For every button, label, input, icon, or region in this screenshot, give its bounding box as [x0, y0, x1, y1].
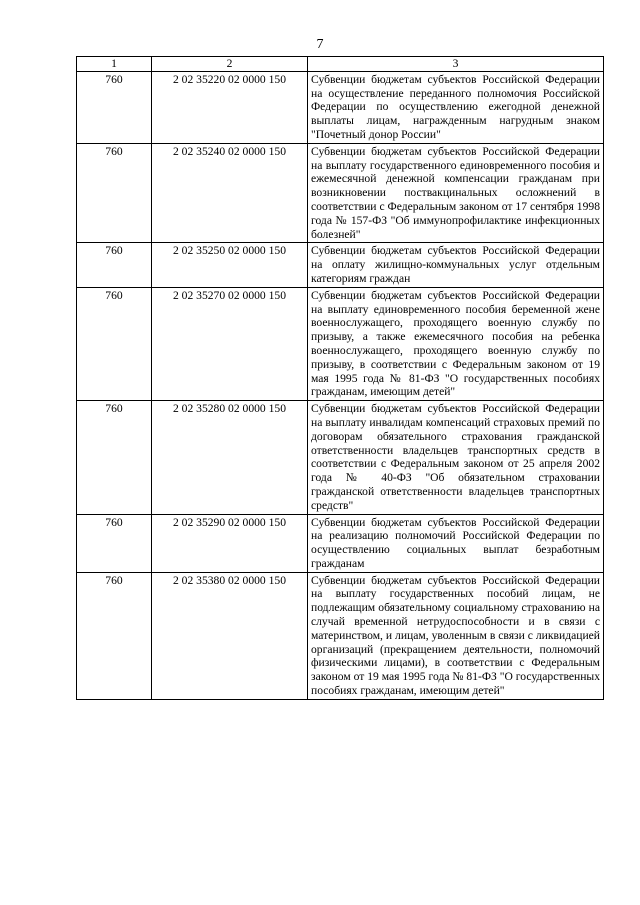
table-header	[77, 57, 604, 72]
table-row	[77, 71, 604, 143]
description-cell: Субвенции бюджетам субъектов Российской Федерации на оплату жилищно-коммунальных услуг отдельным категориям граждан	[308, 243, 604, 287]
budget-code-cell: 2 02 35290 02 0000 150	[152, 514, 308, 572]
table-body	[77, 71, 604, 699]
description-cell: Субвенции бюджетам субъектов Российской Федерации на осуществление переданного полномочия Российской Федерации по осуществлению ежегодной денежной выплаты лицам, награжденным нагрудным знаком "Почетный донор России"	[308, 71, 604, 143]
table-row	[77, 514, 604, 572]
description-cell: Субвенции бюджетам субъектов Российской Федерации на реализацию полномочий Российской Федерации по осуществлению социальных выплат безработным гражданам	[308, 514, 604, 572]
description-cell: Субвенции бюджетам субъектов Российской Федерации на выплату единовременного пособия беременной жене военнослужащего, проходящего военную службу по призыву, а также ежемесячного пособия на ребенка военнослужащего, проходящего военную службу по призыву, в соответствии с Федеральным законом от 19 мая 1995 года № 81-ФЗ "О государственных пособиях гражданам, имеющим детей"	[308, 287, 604, 400]
admin-code-cell: 760	[77, 143, 152, 243]
budget-code-cell: 2 02 35220 02 0000 150	[152, 71, 308, 143]
budget-code-cell: 2 02 35270 02 0000 150	[152, 287, 308, 400]
admin-code-cell: 760	[77, 572, 152, 699]
description-cell: Субвенции бюджетам субъектов Российской Федерации на выплату государственных пособий лицам, не подлежащим обязательному социальному страхованию на случай временной нетрудоспособности и в связи с материнством, и лицам, уволенным в связи с ликвидацией организаций (прекращением деятельности, полномочий физическими лицами), в соответствии с Федеральным законом от 19 мая 1995 года № 81-ФЗ "О государственных пособиях гражданам, имеющим детей"	[308, 572, 604, 699]
table-row	[77, 401, 604, 514]
revenue-codes-table	[76, 56, 604, 700]
table-row	[77, 243, 604, 287]
table-row	[77, 143, 604, 243]
column-header-2: 2	[152, 57, 308, 72]
admin-code-cell: 760	[77, 514, 152, 572]
budget-code-cell: 2 02 35280 02 0000 150	[152, 401, 308, 514]
description-cell: Субвенции бюджетам субъектов Российской Федерации на выплату государственного единовременного пособия и ежемесячной денежной компенсации гражданам при возникновении поствакцинальных осложнений в соответствии с Федеральным законом от 17 сентября 1998 года № 157-ФЗ "Об иммунопрофилактике инфекционных болезней"	[308, 143, 604, 243]
page-number: 7	[316, 37, 324, 52]
budget-code-cell: 2 02 35240 02 0000 150	[152, 143, 308, 243]
table-row	[77, 572, 604, 699]
column-header-3: 3	[308, 57, 604, 72]
admin-code-cell: 760	[77, 401, 152, 514]
table-row	[77, 287, 604, 400]
admin-code-cell: 760	[77, 287, 152, 400]
header-row	[77, 57, 604, 72]
description-cell: Субвенции бюджетам субъектов Российской Федерации на выплату инвалидам компенсаций страховых премий по договорам обязательного страхования гражданской ответственности владельцев транспортных средств в соответствии с Федеральным законом от 25 апреля 2002 года № 40-ФЗ "Об обязательном страховании гражданской ответственности владельцев транспортных средств"	[308, 401, 604, 514]
budget-code-cell: 2 02 35250 02 0000 150	[152, 243, 308, 287]
admin-code-cell: 760	[77, 243, 152, 287]
column-header-1: 1	[77, 57, 152, 72]
admin-code-cell: 760	[77, 71, 152, 143]
budget-code-cell: 2 02 35380 02 0000 150	[152, 572, 308, 699]
